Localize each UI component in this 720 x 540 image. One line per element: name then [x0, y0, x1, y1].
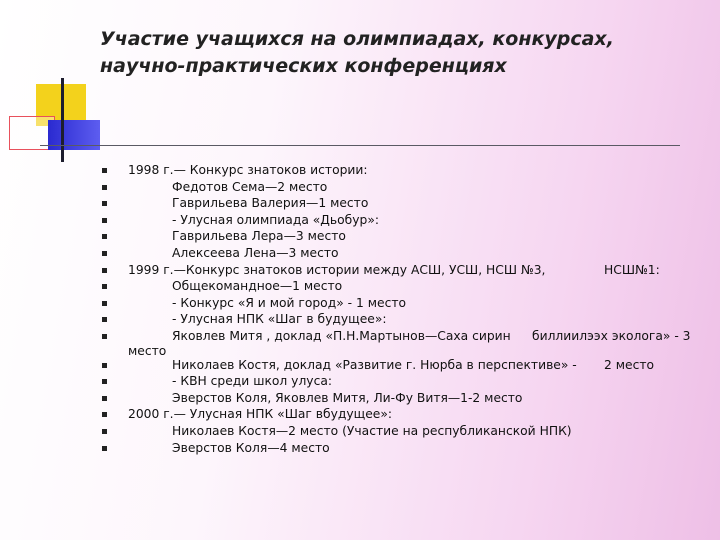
list-item-text: 2000 г.— Улусная НПК «Шаг вбудущее»:: [128, 407, 393, 422]
list-item: [0, 406, 720, 423]
bullet-square-icon: [102, 317, 107, 322]
decor-horizontal-line: [40, 145, 680, 146]
list-item-text: Николаев Костя, доклад «Развитие г. Нюрба в перспективе» -: [172, 357, 577, 372]
bullet-square-icon: [102, 168, 107, 173]
list-item-text: Николаев Костя—2 место (Участие на республиканской НПК): [172, 423, 572, 438]
bullet-square-icon: [102, 363, 107, 368]
list-item-text: - Улусная олимпиада «Дьобур»:: [172, 212, 380, 227]
list-item: [0, 179, 720, 196]
list-item-wrap-text: место: [128, 343, 167, 358]
list-item: [0, 390, 720, 407]
bullet-square-icon: [102, 268, 107, 273]
list-item: [0, 440, 720, 457]
list-item-text: 1998 г.— Конкурс знатоков истории:: [128, 163, 368, 177]
list-item-text: Яковлев Митя , доклад «П.Н.Мартынов—Саха сирин: [172, 328, 511, 343]
list-item: [0, 262, 720, 279]
list-item: [0, 311, 720, 328]
list-item: [0, 195, 720, 212]
list-item-text: 1999 г.—Конкурс знатоков истории между АСШ, УСШ, НСШ №3,: [128, 262, 546, 277]
list-item-text: Гаврильева Лера—3 место: [172, 229, 346, 244]
bullet-square-icon: [102, 234, 107, 239]
bullet-square-icon: [102, 412, 107, 417]
bullet-square-icon: [102, 218, 107, 223]
bullet-square-icon: [102, 396, 107, 401]
list-item: [0, 228, 720, 245]
list-item: [0, 212, 720, 229]
list-item: [0, 245, 720, 262]
bullet-square-icon: [102, 185, 107, 190]
list-item: [0, 295, 720, 312]
decor-vertical-line: [61, 78, 64, 162]
bullet-square-icon: [102, 429, 107, 434]
bullet-square-icon: [102, 379, 107, 384]
list-item: [0, 373, 720, 390]
list-item-text: - Конкурс «Я и мой город» - 1 место: [172, 295, 407, 310]
bullet-square-icon: [102, 201, 107, 206]
list-item-text: - Улусная НПК «Шаг в будущее»:: [172, 312, 387, 327]
bullet-list: [0, 162, 720, 456]
list-item-text: Общекомандное—1 место: [172, 279, 343, 294]
list-item-extra: НСШ№1:: [604, 262, 660, 277]
list-item-text: Эверстов Коля, Яковлев Митя, Ли-Фу Витя—1-2 место: [172, 390, 523, 405]
bullet-square-icon: [102, 251, 107, 256]
list-item-extra: 2 место: [604, 357, 655, 372]
bullet-square-icon: [102, 446, 107, 451]
list-item-text: Эверстов Коля—4 место: [172, 440, 330, 455]
list-item: [0, 328, 720, 345]
list-item: [0, 357, 720, 374]
list-item-extra: биллиилээх эколога» - 3: [532, 328, 691, 343]
bullet-square-icon: [102, 301, 107, 306]
list-item-text: Федотов Сема—2 место: [172, 179, 328, 194]
slide-title: [100, 26, 700, 80]
title-line-1: Участие учащихся на олимпиадах, конкурсах,: [100, 28, 614, 50]
list-item: [0, 278, 720, 295]
bullet-square-icon: [102, 334, 107, 339]
bullet-square-icon: [102, 284, 107, 289]
title-line-2: научно-практических конференциях: [100, 55, 507, 77]
list-item-wrap: [0, 345, 720, 357]
list-item: [0, 162, 720, 179]
list-item-text: Гаврильева Валерия—1 место: [172, 196, 369, 211]
list-item: [0, 423, 720, 440]
list-item-text: - КВН среди школ улуса:: [172, 374, 333, 389]
list-item-text: Алексеева Лена—3 место: [172, 245, 339, 260]
